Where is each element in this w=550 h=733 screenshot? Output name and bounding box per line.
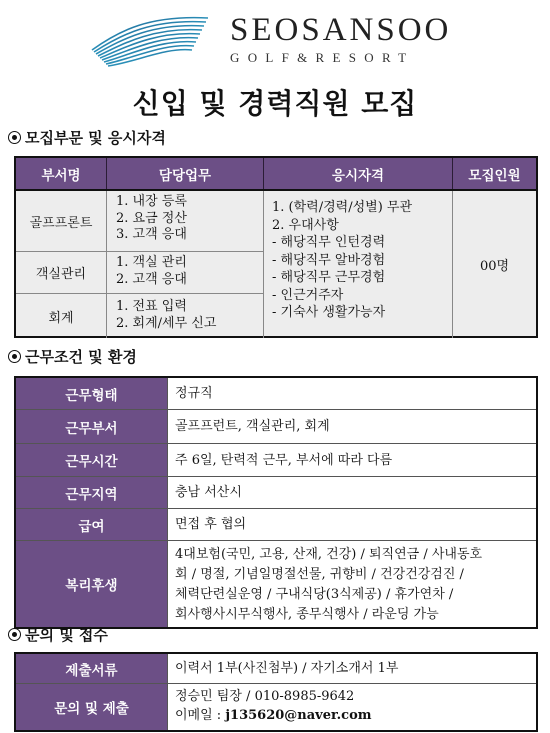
benefit-line: 회 / 명절, 기념일명절선물, 귀향비 / 건강건강검진 / <box>175 567 464 582</box>
brand-name: SEOSANSOO <box>230 12 452 48</box>
qualification-line: - 해당직무 인턴경력 <box>272 235 386 250</box>
row-value: 주 6일, 탄력적 근무, 부서에 따라 다름 <box>175 452 393 468</box>
page-title: 신입 및 경력직원 모집 <box>132 87 418 120</box>
row-value: 면접 후 협의 <box>175 517 247 532</box>
qualification-line: - 해당직무 알바경험 <box>272 252 386 268</box>
qualification-line: - 기숙사 생활가능자 <box>272 305 386 320</box>
qualifications-cell <box>264 191 453 338</box>
email-link[interactable]: j135620@naver.com <box>225 708 372 723</box>
qualification-line: 1. (학력/경력/성별) 무관 <box>272 200 413 215</box>
bullet-circle-icon <box>8 131 21 144</box>
qualification-line: - 인근거주자 <box>272 287 344 303</box>
duty-line: 2. 요금 정산 <box>116 210 187 226</box>
header-count: 모집인원 <box>468 167 521 184</box>
table-row <box>16 477 536 509</box>
duty-line: 2. 회계/세무 신고 <box>116 315 217 331</box>
row-key: 제출서류 <box>16 654 168 683</box>
benefit-line: 회사행사시무식행사, 종무식행사 / 라운딩 가능 <box>175 607 439 622</box>
section-contact-title <box>8 624 108 645</box>
section-conditions-title <box>8 346 137 367</box>
row-key: 급여 <box>16 509 168 540</box>
table-row <box>16 378 536 410</box>
section-recruit-label: 모집부문 및 응시자격 <box>25 129 166 147</box>
section-contact-label: 문의 및 접수 <box>25 626 108 644</box>
row-key: 문의 및 제출 <box>16 684 168 730</box>
table-row <box>16 684 536 730</box>
row-value: 이력서 1부(사진첨부) / 자기소개서 1부 <box>175 661 399 676</box>
contact-email-line <box>175 706 530 725</box>
row-value: 충남 서산시 <box>175 485 242 500</box>
benefit-line: 4대보험(국민, 고용, 산재, 건강) / 퇴직연금 / 사내동호 <box>175 547 483 562</box>
table-row <box>16 541 536 627</box>
conditions-table <box>14 376 538 629</box>
qualification-line: - 해당직무 근무경험 <box>272 270 386 285</box>
dept-room: 객실관리 <box>16 252 107 293</box>
duty-line: 1. 전표 입력 <box>116 299 187 314</box>
dept-golf-front: 골프프론트 <box>16 191 107 251</box>
recruit-table-header <box>16 158 536 189</box>
row-key: 복리후생 <box>16 541 168 627</box>
row-key: 근무부서 <box>16 410 168 443</box>
duty-line: 2. 고객 응대 <box>116 271 187 287</box>
row-key: 근무형태 <box>16 378 168 409</box>
section-recruit-title <box>8 127 166 148</box>
duty-room <box>107 252 264 293</box>
row-key: 근무지역 <box>16 477 168 508</box>
recruit-count: 00명 <box>479 259 510 274</box>
header-duty: 담당업무 <box>107 158 264 189</box>
table-row <box>16 509 536 541</box>
bullet-circle-icon <box>8 350 21 363</box>
row-value <box>168 541 536 627</box>
table-row <box>16 444 536 477</box>
benefit-line: 체력단련실운영 / 구내식당(3식제공) / 휴가연차 / <box>175 587 454 602</box>
row-key: 근무시간 <box>16 444 168 476</box>
contact-table <box>14 652 538 732</box>
duty-line: 1. 객실 관리 <box>116 255 187 270</box>
row-value: 정규직 <box>175 386 213 401</box>
header-qualification: 응시자격 <box>264 158 453 189</box>
dept-accounting: 회계 <box>16 294 107 338</box>
section-conditions-label: 근무조건 및 환경 <box>25 348 137 366</box>
wave-logo-icon <box>90 10 210 70</box>
duty-line: 1. 내장 등록 <box>116 194 187 209</box>
contact-phone: 정승민 팀장 / 010-8985-9642 <box>175 689 355 704</box>
brand <box>230 12 451 66</box>
duty-line: 3. 고객 응대 <box>116 227 187 242</box>
recruit-table <box>14 156 538 338</box>
duty-golf-front <box>107 191 264 251</box>
header-dept: 부서명 <box>16 158 107 189</box>
bullet-circle-icon <box>8 628 21 641</box>
brand-subtitle: GOLF&RESORT <box>230 50 415 65</box>
row-value <box>168 684 536 730</box>
table-row <box>16 654 536 684</box>
qualification-line: 2. 우대사항 <box>272 217 339 233</box>
email-label: 이메일 : <box>175 708 226 723</box>
row-value: 골프프런트, 객실관리, 회계 <box>175 419 330 434</box>
recruit-table-body <box>16 189 536 336</box>
duty-accounting <box>107 294 264 338</box>
header <box>0 0 550 80</box>
table-row <box>16 410 536 444</box>
